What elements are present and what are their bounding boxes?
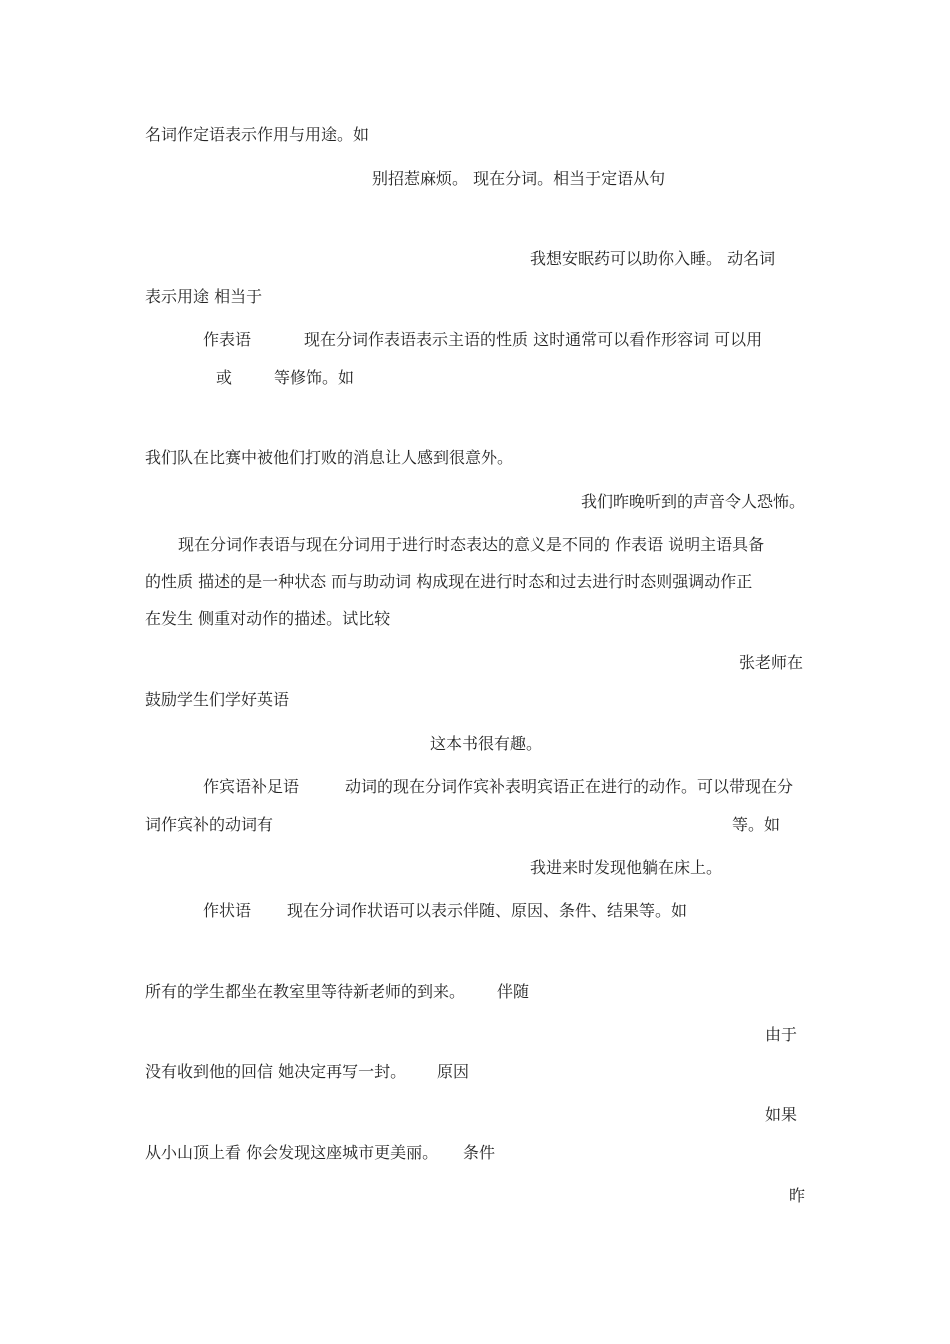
- text-line-18-body: 现在分词作状语可以表示伴随、原因、条件、结果等。如: [287, 901, 688, 920]
- text-line-19a: 所有的学生都坐在教室里等待新老师的到来。: [145, 982, 466, 1001]
- text-line-7: 我们队在比赛中被他们打败的消息让人感到很意外。: [145, 448, 514, 467]
- text-line-11: 在发生 侧重对动作的描述。试比较: [145, 609, 391, 628]
- text-line-21b: 原因: [437, 1062, 470, 1081]
- text-line-17: 我进来时发现他躺在床上。: [530, 858, 723, 877]
- text-line-8: 我们昨晚听到的声音令人恐怖。: [581, 492, 806, 511]
- text-line-14: 这本书很有趣。: [430, 734, 543, 753]
- text-line-5-heading: 作表语: [203, 330, 252, 349]
- text-line-4: 表示用途 相当于: [145, 287, 263, 306]
- text-line-10: 的性质 描述的是一种状态 而与助动词 构成现在进行时态和过去进行时态则强调动作正: [145, 572, 753, 591]
- text-line-22: 如果: [765, 1105, 798, 1124]
- text-line-2: 别招惹麻烦。 现在分词。相当于定语从句: [372, 169, 666, 188]
- text-line-15-body: 动词的现在分词作宾补表明宾语正在进行的动作。可以带现在分: [345, 777, 794, 796]
- text-line-23b: 条件: [463, 1143, 496, 1162]
- text-line-9: 现在分词作表语与现在分词用于进行时态表达的意义是不同的 作表语 说明主语具备: [178, 535, 765, 554]
- text-line-16b: 等。如: [732, 815, 781, 834]
- text-line-5-body: 现在分词作表语表示主语的性质 这时通常可以看作形容词 可以用: [304, 330, 763, 349]
- text-line-24: 昨: [789, 1186, 806, 1205]
- text-line-6a: 或: [216, 368, 233, 387]
- text-line-18-heading: 作状语: [203, 901, 252, 920]
- text-line-3: 我想安眠药可以助你入睡。 动名词: [530, 249, 776, 268]
- text-line-15-heading: 作宾语补足语: [203, 777, 300, 796]
- text-line-13: 鼓励学生们学好英语: [145, 690, 290, 709]
- text-line-12: 张老师在: [739, 653, 804, 672]
- text-line-19b: 伴随: [497, 982, 530, 1001]
- text-line-23a: 从小山顶上看 你会发现这座城市更美丽。: [145, 1143, 439, 1162]
- text-line-20: 由于: [765, 1025, 798, 1044]
- text-line-1: 名词作定语表示作用与用途。如: [145, 125, 370, 144]
- text-line-6b: 等修饰。如: [274, 368, 355, 387]
- text-line-16a: 词作宾补的动词有: [145, 815, 274, 834]
- text-line-21a: 没有收到他的回信 她决定再写一封。: [145, 1062, 407, 1081]
